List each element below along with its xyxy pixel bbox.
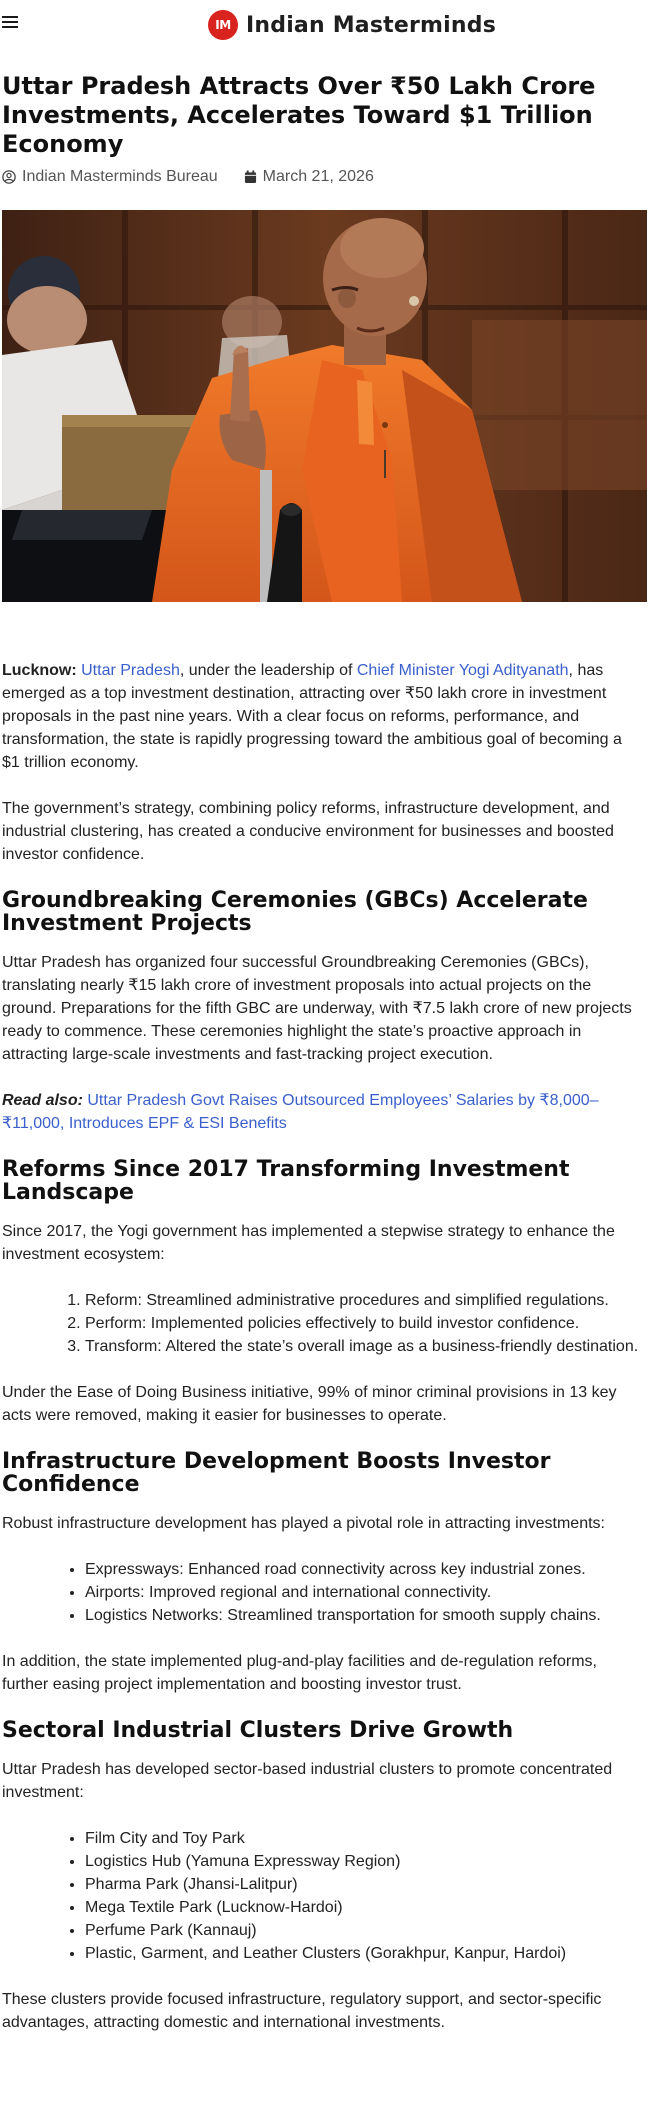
section-heading-reforms: Reforms Since 2017 Transforming Investment Landscape [2, 1157, 570, 1205]
site-logo[interactable] [208, 8, 496, 42]
article-meta [2, 168, 374, 186]
list-item: 3. Transform: Altered the state’s overall image as a business-friendly destination. [85, 1335, 642, 1358]
infrastructure-list [2, 1558, 642, 1627]
intro-paragraph [2, 659, 642, 774]
list-item: • Airports: Improved regional and international connectivity. [85, 1581, 642, 1604]
clusters-intro: Uttar Pradesh has developed sector-based industrial clusters to promote concentrated investment: [2, 1761, 613, 1801]
gbc-paragraph: Uttar Pradesh has organized four successful Groundbreaking Ceremonies (GBCs), translating nearly ₹15 lakh crore of investment proposals into actual projects on the ground. Preparations for the fifth GBC are underway, with ₹7.5 lakh crore of new projects ready to commence. These ceremonies highlight the state’s proactive approach in attracting large-scale investments and fast-tracking project execution. [2, 954, 632, 1063]
list-item: • Logistics Hub (Yamuna Expressway Region) [85, 1850, 642, 1873]
intro-text-1: , under the leadership of [179, 662, 357, 679]
calendar-icon [244, 170, 257, 184]
section-heading-gbc: Groundbreaking Ceremonies (GBCs) Accelerate Investment Projects [2, 888, 588, 936]
site-header [0, 0, 654, 50]
infrastructure-intro: Robust infrastructure development has played a pivotal role in attracting investments: [2, 1515, 605, 1532]
hamburger-menu-icon[interactable] [2, 16, 18, 30]
list-item: • Film City and Toy Park [85, 1827, 642, 1850]
reforms-outro: Under the Ease of Doing Business initiative, 99% of minor criminal provisions in 13 key acts were removed, making it easier for businesses to operate. [2, 1384, 617, 1424]
uttar-pradesh-link[interactable]: Uttar Pradesh [81, 662, 180, 679]
read-also-label: Read also: [2, 1092, 83, 1109]
site-name: Indian Masterminds [246, 12, 496, 38]
read-also [2, 1089, 642, 1135]
clusters-outro: These clusters provide focused infrastructure, regulatory support, and sector-specific advantages, attracting domestic and international investments. [2, 1991, 602, 2031]
section-heading-clusters: Sectoral Industrial Clusters Drive Growth [2, 1718, 514, 1743]
list-item: • Perfume Park (Kannauj) [85, 1919, 642, 1942]
list-item: • Mega Textile Park (Lucknow-Hardoi) [85, 1896, 642, 1919]
list-item: • Logistics Networks: Streamlined transportation for smooth supply chains. [85, 1604, 642, 1627]
list-item: • Plastic, Garment, and Leather Clusters (Gorakhpur, Kanpur, Hardoi) [85, 1942, 642, 1965]
user-icon [2, 170, 16, 184]
logo-badge-icon: IM [208, 10, 238, 40]
article-title: Uttar Pradesh Attracts Over ₹50 Lakh Crore Investments, Accelerates Toward $1 Trillion Economy [2, 72, 596, 158]
article-author[interactable]: Indian Masterminds Bureau [22, 168, 218, 185]
reforms-intro: Since 2017, the Yogi government has implemented a stepwise strategy to enhance the investment ecosystem: [2, 1223, 615, 1263]
photo-yogi-adityanath-icon [2, 210, 647, 602]
reforms-list [2, 1289, 642, 1358]
section-heading-infrastructure: Infrastructure Development Boosts Investor Confidence [2, 1449, 551, 1497]
clusters-list [2, 1827, 642, 1965]
list-item: • Pharma Park (Jhansi-Lalitpur) [85, 1873, 642, 1896]
chief-minister-link[interactable]: Chief Minister Yogi Adityanath [356, 662, 569, 679]
article-body [2, 659, 642, 2057]
read-also-link[interactable]: Uttar Pradesh Govt Raises Outsourced Employees’ Salaries by ₹8,000–₹11,000, Introduces EPF & ESI Benefits [2, 1092, 599, 1132]
list-item: 2. Perform: Implemented policies effectively to build investor confidence. [85, 1312, 642, 1335]
strategy-paragraph: The government’s strategy, combining policy reforms, infrastructure development, and industrial clustering, has created a conducive environment for businesses and boosted investor confidence. [2, 800, 614, 863]
infrastructure-outro: In addition, the state implemented plug-and-play facilities and de-regulation reforms, further easing project implementation and boosting investor trust. [2, 1653, 597, 1693]
article-date: March 21, 2026 [262, 168, 374, 185]
list-item: • Expressways: Enhanced road connectivity across key industrial zones. [85, 1558, 642, 1581]
list-item: 1. Reform: Streamlined administrative procedures and simplified regulations. [85, 1289, 642, 1312]
hero-image [2, 210, 647, 602]
dateline: Lucknow: [2, 662, 77, 679]
intro-text-2: , has emerged as a top investment destination, attracting over ₹50 lakh crore in investment proposals in the past nine years. With a clear focus on reforms, performance, and transformation, the state is rapidly progressing toward the ambitious goal of becoming a $1 trillion economy. [2, 662, 622, 771]
